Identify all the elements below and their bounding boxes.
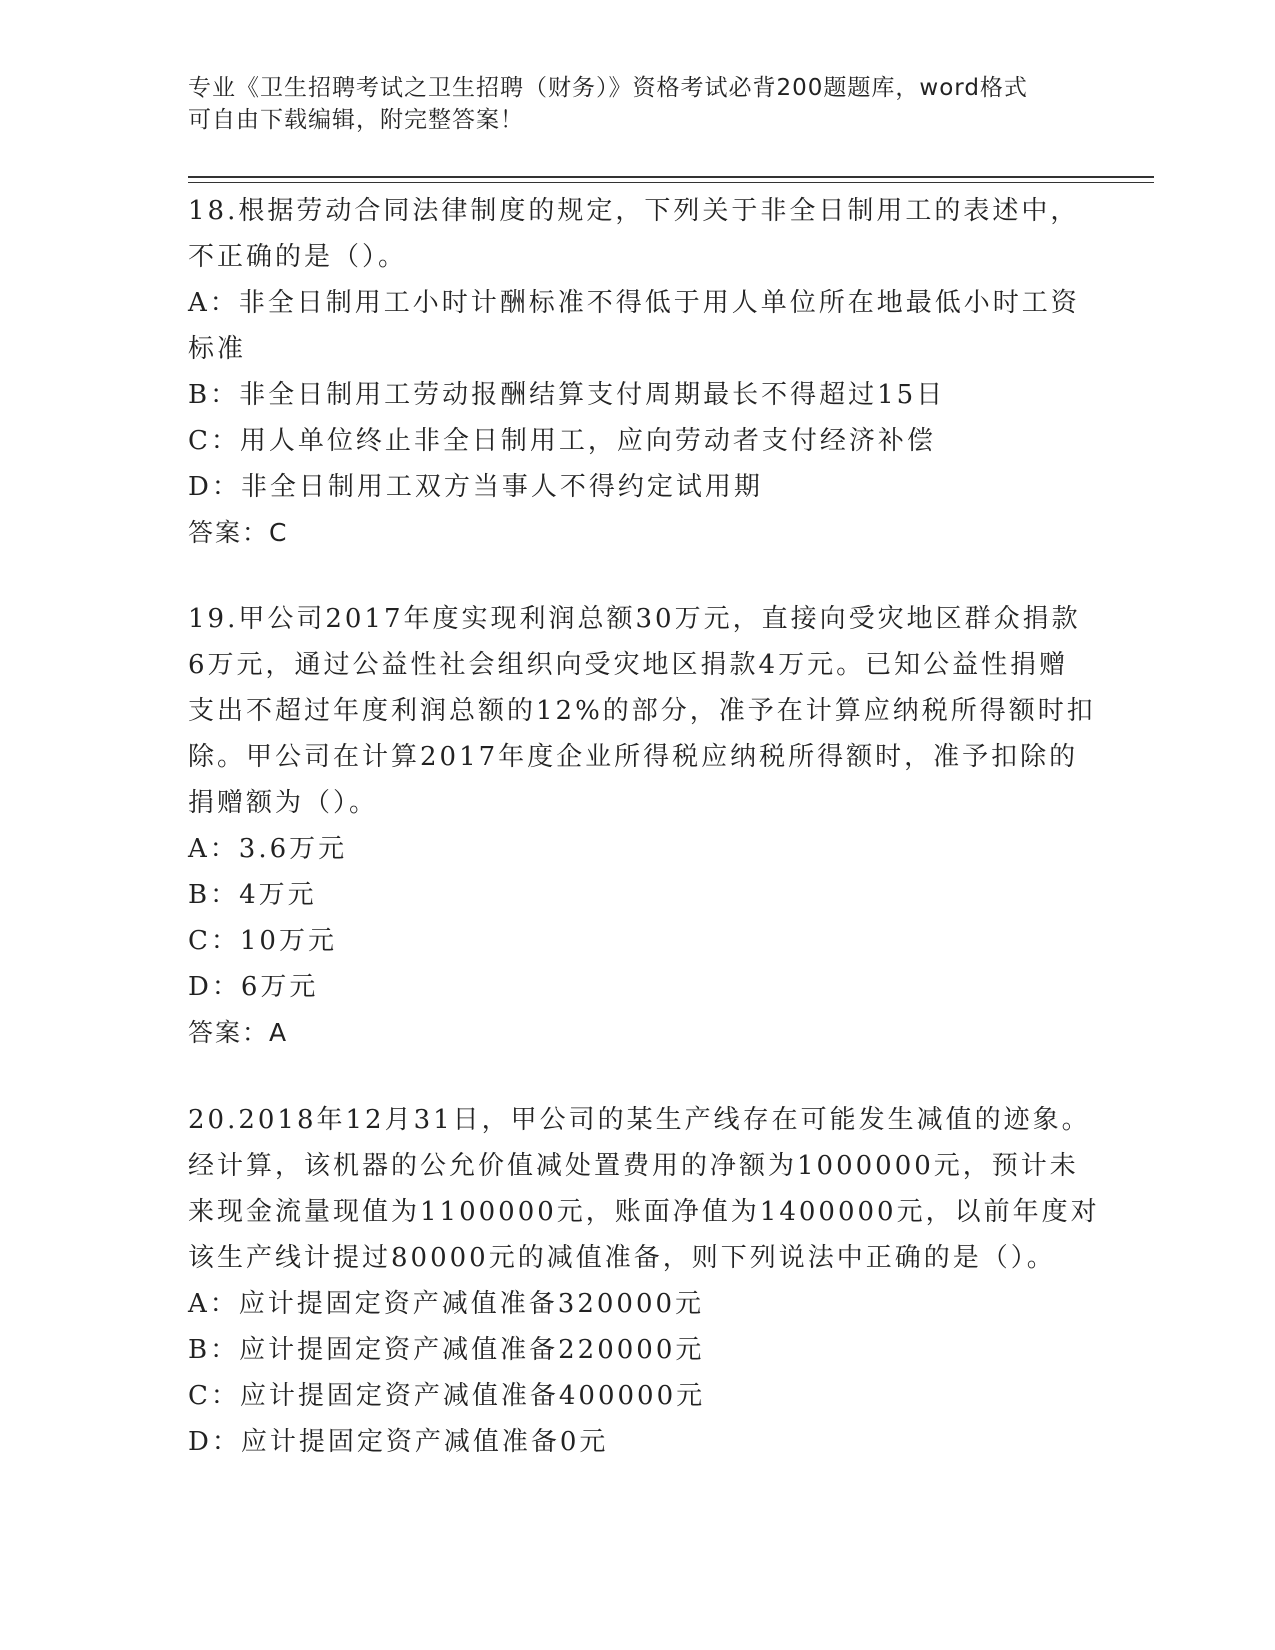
option-c: C：应计提固定资产减值准备400000元: [188, 1381, 706, 1411]
option-c: C：10万元: [188, 926, 337, 956]
answer: 答案：C: [188, 518, 289, 547]
header-divider: [188, 176, 1154, 178]
option-a-continued: 标准: [188, 334, 247, 364]
question-18: [188, 188, 1088, 556]
question-20: [188, 1097, 1100, 1465]
question-text: 19.甲公司2017年度实现利润总额30万元，直接向受灾地区群众捐款: [188, 604, 1081, 634]
question-text: 经计算，该机器的公允价值减处置费用的净额为1000000元，预计未: [188, 1151, 1079, 1181]
option-c: C：用人单位终止非全日制用工，应向劳动者支付经济补偿: [188, 426, 936, 456]
option-b: B：非全日制用工劳动报酬结算支付周期最长不得超过15日: [188, 380, 946, 410]
option-d: D：非全日制用工双方当事人不得约定试用期: [188, 472, 763, 502]
question-text: 捐赠额为（）。: [188, 788, 379, 818]
question-text: 不正确的是（）。: [188, 242, 408, 272]
question-text: 支出不超过年度利润总额的12%的部分，准予在计算应纳税所得额时扣: [188, 696, 1096, 726]
header-line: 可自由下载编辑，附完整答案！: [188, 107, 524, 133]
question-text: 18.根据劳动合同法律制度的规定，下列关于非全日制用工的表述中，: [188, 196, 1080, 226]
option-a: A：非全日制用工小时计酬标准不得低于用人单位所在地最低小时工资: [188, 288, 1080, 318]
header-line: 专业《卫生招聘考试之卫生招聘（财务）》资格考试必背200题题库，word格式: [188, 75, 1028, 101]
question-text: 该生产线计提过80000元的减值准备，则下列说法中正确的是（）。: [188, 1243, 1056, 1273]
option-a: A：3.6万元: [188, 834, 348, 864]
question-text: 6万元，通过公益性社会组织向受灾地区捐款4万元。已知公益性捐赠: [188, 650, 1069, 680]
option-b: B：4万元: [188, 880, 317, 910]
option-a: A：应计提固定资产减值准备320000元: [188, 1289, 705, 1319]
option-b: B：应计提固定资产减值准备220000元: [188, 1335, 705, 1365]
answer: 答案：A: [188, 1018, 289, 1047]
question-19: [188, 596, 1096, 1056]
question-text: 来现金流量现值为1100000元，账面净值为1400000元，以前年度对: [188, 1197, 1100, 1227]
option-d: D：6万元: [188, 972, 319, 1002]
question-text: 20.2018年12月31日，甲公司的某生产线存在可能发生减值的迹象。: [188, 1105, 1091, 1135]
question-text: 除。甲公司在计算2017年度企业所得税应纳税所得额时，准予扣除的: [188, 742, 1079, 772]
header-divider: [188, 182, 1154, 183]
option-d: D：应计提固定资产减值准备0元: [188, 1427, 609, 1457]
document-header: [188, 72, 1088, 136]
